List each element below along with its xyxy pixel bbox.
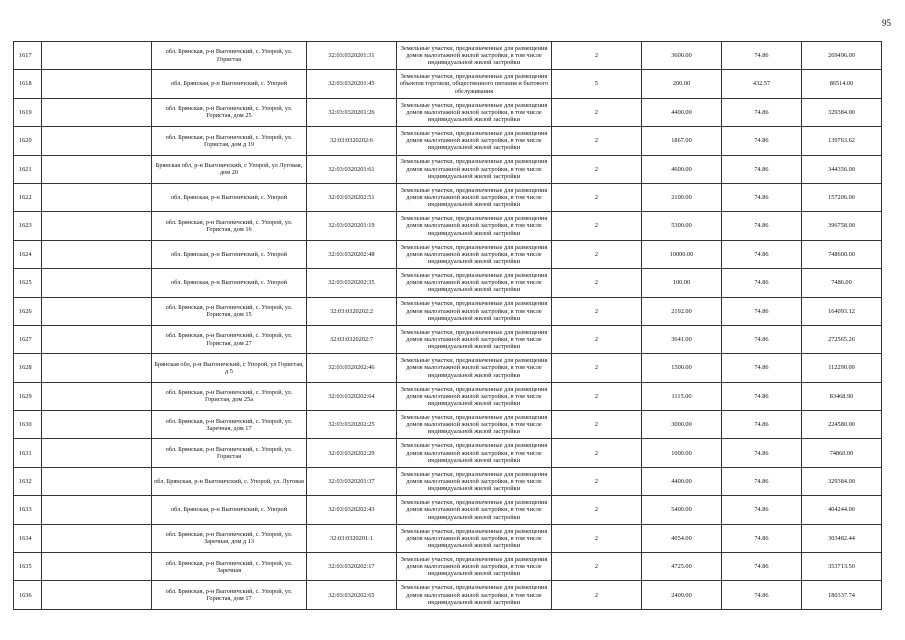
table-row	[14, 439, 882, 467]
table-row	[14, 524, 882, 552]
land-use-cell: Земельные участки, предназначенные для размещения домов малоэтажной жилой застройки, в том числе индивидуальной жилой застройки	[397, 212, 552, 240]
table-row	[14, 127, 882, 155]
row-number-cell: 1629	[14, 382, 42, 410]
address-cell: обл. Брянская, р-н Выгоничский, с. Упорой, ул. Гористая, дом д 19	[152, 127, 307, 155]
specific-value-cell: 74.86	[722, 98, 802, 126]
address-cell: обл. Брянская, р-н Выгоничский, с. Упорой, ул. Гористая	[152, 42, 307, 70]
area-cell: 3000.00	[642, 411, 722, 439]
empty-cell	[42, 439, 152, 467]
land-use-cell: Земельные участки, предназначенные для размещения домов малоэтажной жилой застройки, в том числе индивидуальной жилой застройки	[397, 467, 552, 495]
cadastral-number-cell: 32:03:0320201:19	[307, 212, 397, 240]
address-cell: обл. Брянская, р-н Выгоничский, с. Упорой, ул. Гористая, дом 25а	[152, 382, 307, 410]
row-number-cell: 1617	[14, 42, 42, 70]
specific-value-cell: 74.86	[722, 467, 802, 495]
group-code-cell: 2	[552, 42, 642, 70]
table-row	[14, 382, 882, 410]
cadastral-number-cell: 32:03:0320202:35	[307, 269, 397, 297]
address-cell: обл. Брянская, р-н Выгоничский, с. Упорой, ул. Гористая	[152, 439, 307, 467]
cadastral-value-cell: 329384.00	[802, 98, 882, 126]
group-code-cell: 2	[552, 581, 642, 609]
cadastral-value-cell: 86514.00	[802, 70, 882, 98]
land-use-cell: Земельные участки, предназначенные для размещения домов малоэтажной жилой застройки, в том числе индивидуальной жилой застройки	[397, 297, 552, 325]
land-use-cell: Земельные участки, предназначенные для размещения домов малоэтажной жилой застройки, в том числе индивидуальной жилой застройки	[397, 354, 552, 382]
specific-value-cell: 74.86	[722, 212, 802, 240]
group-code-cell: 2	[552, 439, 642, 467]
table-row	[14, 411, 882, 439]
page-number: 95	[882, 18, 891, 28]
cadastral-value-cell: 157206.00	[802, 183, 882, 211]
land-use-cell: Земельные участки, предназначенные для размещения домов малоэтажной жилой застройки, в том числе индивидуальной жилой застройки	[397, 439, 552, 467]
table-body	[14, 42, 882, 610]
cadastral-number-cell: 32:03:0320202:7	[307, 325, 397, 353]
cadastral-number-cell: 32:03:0320202:46	[307, 354, 397, 382]
cadastral-number-cell: 32:03:0320201:45	[307, 70, 397, 98]
address-cell: обл. Брянская, р-н Выгоничский, с. Упорой, ул. Заречная, дом д 13	[152, 524, 307, 552]
specific-value-cell: 74.86	[722, 439, 802, 467]
specific-value-cell: 74.86	[722, 354, 802, 382]
table-row	[14, 553, 882, 581]
specific-value-cell: 74.86	[722, 411, 802, 439]
cadastral-value-cell: 404244.00	[802, 496, 882, 524]
cadastral-number-cell: 32:03:0320202:51	[307, 183, 397, 211]
land-use-cell: Земельные участки, предназначенные для размещения домов малоэтажной жилой застройки, в том числе индивидуальной жилой застройки	[397, 524, 552, 552]
land-use-cell: Земельные участки, предназначенные для размещения домов малоэтажной жилой застройки, в том числе индивидуальной жилой застройки	[397, 183, 552, 211]
address-cell: обл. Брянская, р-н Выгоничский, с. Упорой	[152, 240, 307, 268]
area-cell: 3641.00	[642, 325, 722, 353]
cadastral-value-cell: 396758.00	[802, 212, 882, 240]
row-number-cell: 1623	[14, 212, 42, 240]
address-cell: обл. Брянская, р-н Выгоничский, с. Упорой, ул. Гористая, дом 17	[152, 581, 307, 609]
area-cell: 2192.00	[642, 297, 722, 325]
area-cell: 2409.00	[642, 581, 722, 609]
cadastral-value-cell: 224580.00	[802, 411, 882, 439]
cadastral-number-cell: 32:03:0320202:43	[307, 496, 397, 524]
specific-value-cell: 74.86	[722, 496, 802, 524]
cadastral-value-cell: 83468.90	[802, 382, 882, 410]
cadastral-number-cell: 32:03:0320202:48	[307, 240, 397, 268]
empty-cell	[42, 581, 152, 609]
land-use-cell: Земельные участки, предназначенные для размещения домов малоэтажной жилой застройки, в том числе индивидуальной жилой застройки	[397, 496, 552, 524]
specific-value-cell: 74.86	[722, 581, 802, 609]
cadastral-number-cell: 32:03:0320201:37	[307, 467, 397, 495]
row-number-cell: 1621	[14, 155, 42, 183]
row-number-cell: 1619	[14, 98, 42, 126]
row-number-cell: 1624	[14, 240, 42, 268]
group-code-cell: 2	[552, 212, 642, 240]
empty-cell	[42, 553, 152, 581]
row-number-cell: 1633	[14, 496, 42, 524]
row-number-cell: 1618	[14, 70, 42, 98]
group-code-cell: 2	[552, 496, 642, 524]
land-use-cell: Земельные участки, предназначенные для размещения домов малоэтажной жилой застройки, в том числе индивидуальной жилой застройки	[397, 325, 552, 353]
group-code-cell: 2	[552, 467, 642, 495]
area-cell: 4400.00	[642, 98, 722, 126]
row-number-cell: 1631	[14, 439, 42, 467]
address-cell: обл. Брянская, р-н Выгоничский, с. Упорой	[152, 183, 307, 211]
address-cell: обл. Брянская, р-н Выгоничский, с. Упорой, ул. Заречная	[152, 553, 307, 581]
land-use-cell: Земельные участки, предназначенные для размещения домов малоэтажной жилой застройки, в том числе индивидуальной жилой застройки	[397, 98, 552, 126]
cadastral-value-cell: 180337.74	[802, 581, 882, 609]
land-use-cell: Земельные участки, предназначенные для размещения объектов торговли, общественного питания и бытового обслуживания	[397, 70, 552, 98]
empty-cell	[42, 127, 152, 155]
cadastral-number-cell: 32:03:0320202:25	[307, 411, 397, 439]
table-row	[14, 354, 882, 382]
empty-cell	[42, 42, 152, 70]
land-use-cell: Земельные участки, предназначенные для размещения домов малоэтажной жилой застройки, в том числе индивидуальной жилой застройки	[397, 155, 552, 183]
cadastral-value-cell: 74860.00	[802, 439, 882, 467]
cadastral-number-cell: 32:03:0320202:6	[307, 127, 397, 155]
group-code-cell: 2	[552, 155, 642, 183]
table-row	[14, 212, 882, 240]
specific-value-cell: 74.86	[722, 325, 802, 353]
empty-cell	[42, 325, 152, 353]
cadastral-value-cell: 303482.44	[802, 524, 882, 552]
address-cell: обл. Брянская, р-н Выгоничский, с. Упорой, ул. Гористая, дом 16	[152, 212, 307, 240]
table-row	[14, 297, 882, 325]
cadastral-value-table	[13, 41, 882, 610]
row-number-cell: 1626	[14, 297, 42, 325]
cadastral-value-cell: 344356.00	[802, 155, 882, 183]
area-cell: 4054.00	[642, 524, 722, 552]
land-use-cell: Земельные участки, предназначенные для размещения домов малоэтажной жилой застройки, в том числе индивидуальной жилой застройки	[397, 382, 552, 410]
address-cell: обл. Брянская, р-н Выгоничский, с. Упорой	[152, 496, 307, 524]
group-code-cell: 2	[552, 325, 642, 353]
empty-cell	[42, 354, 152, 382]
group-code-cell: 2	[552, 524, 642, 552]
area-cell: 100.00	[642, 269, 722, 297]
cadastral-value-cell: 7486.00	[802, 269, 882, 297]
cadastral-value-cell: 329384.00	[802, 467, 882, 495]
row-number-cell: 1625	[14, 269, 42, 297]
row-number-cell: 1632	[14, 467, 42, 495]
specific-value-cell: 74.86	[722, 183, 802, 211]
table-row	[14, 42, 882, 70]
empty-cell	[42, 212, 152, 240]
table-row	[14, 70, 882, 98]
empty-cell	[42, 269, 152, 297]
specific-value-cell: 74.86	[722, 553, 802, 581]
cadastral-number-cell: 32:03:0320202:17	[307, 553, 397, 581]
land-use-cell: Земельные участки, предназначенные для размещения домов малоэтажной жилой застройки, в том числе индивидуальной жилой застройки	[397, 42, 552, 70]
table-row	[14, 325, 882, 353]
cadastral-value-cell: 748600.00	[802, 240, 882, 268]
cadastral-number-cell: 32:03:0320202:65	[307, 581, 397, 609]
area-cell: 1500.00	[642, 354, 722, 382]
area-cell: 1867.00	[642, 127, 722, 155]
cadastral-value-cell: 353713.50	[802, 553, 882, 581]
cadastral-value-cell: 112290.00	[802, 354, 882, 382]
specific-value-cell: 74.86	[722, 155, 802, 183]
table-row	[14, 183, 882, 211]
empty-cell	[42, 297, 152, 325]
table-row	[14, 467, 882, 495]
empty-cell	[42, 382, 152, 410]
address-cell: обл. Брянская, р-н Выгоничский, с. Упорой	[152, 70, 307, 98]
address-cell: обл. Брянская, р-н Выгоничский, с. Упорой, ул. Заречная, дом 17	[152, 411, 307, 439]
row-number-cell: 1634	[14, 524, 42, 552]
group-code-cell: 5	[552, 70, 642, 98]
row-number-cell: 1622	[14, 183, 42, 211]
empty-cell	[42, 496, 152, 524]
specific-value-cell: 74.86	[722, 42, 802, 70]
table-row	[14, 269, 882, 297]
table-row	[14, 240, 882, 268]
group-code-cell: 2	[552, 553, 642, 581]
empty-cell	[42, 70, 152, 98]
group-code-cell: 2	[552, 127, 642, 155]
table-row	[14, 581, 882, 609]
group-code-cell: 2	[552, 269, 642, 297]
area-cell: 5400.00	[642, 496, 722, 524]
land-use-cell: Земельные участки, предназначенные для размещения домов малоэтажной жилой застройки, в том числе индивидуальной жилой застройки	[397, 411, 552, 439]
table-row	[14, 98, 882, 126]
row-number-cell: 1630	[14, 411, 42, 439]
address-cell: обл. Брянская, р-н Выгоничский, с. Упорой	[152, 269, 307, 297]
land-use-cell: Земельные участки, предназначенные для размещения домов малоэтажной жилой застройки, в том числе индивидуальной жилой застройки	[397, 127, 552, 155]
address-cell: обл. Брянская, р-н Выгоничский, с. Упорой, ул. Луговая	[152, 467, 307, 495]
area-cell: 4725.00	[642, 553, 722, 581]
land-use-cell: Земельные участки, предназначенные для размещения домов малоэтажной жилой застройки, в том числе индивидуальной жилой застройки	[397, 553, 552, 581]
area-cell: 1115.00	[642, 382, 722, 410]
empty-cell	[42, 183, 152, 211]
row-number-cell: 1636	[14, 581, 42, 609]
specific-value-cell: 74.86	[722, 297, 802, 325]
empty-cell	[42, 98, 152, 126]
area-cell: 3600.00	[642, 42, 722, 70]
land-use-cell: Земельные участки, предназначенные для размещения домов малоэтажной жилой застройки, в том числе индивидуальной жилой застройки	[397, 581, 552, 609]
group-code-cell: 2	[552, 354, 642, 382]
row-number-cell: 1620	[14, 127, 42, 155]
area-cell: 200.00	[642, 70, 722, 98]
empty-cell	[42, 524, 152, 552]
empty-cell	[42, 155, 152, 183]
specific-value-cell: 432.57	[722, 70, 802, 98]
group-code-cell: 2	[552, 240, 642, 268]
area-cell: 4600.00	[642, 155, 722, 183]
land-use-cell: Земельные участки, предназначенные для размещения домов малоэтажной жилой застройки, в том числе индивидуальной жилой застройки	[397, 269, 552, 297]
address-cell: Брянская обл, р-н Выгоничский, с Упорой, ул Луговая, дом 20	[152, 155, 307, 183]
row-number-cell: 1627	[14, 325, 42, 353]
row-number-cell: 1628	[14, 354, 42, 382]
address-cell: Брянская обл, р-н Выгоничский, с Упорой, ул Гористая, д 5	[152, 354, 307, 382]
address-cell: обл. Брянская, р-н Выгоничский, с. Упорой, ул. Гористая, дом 25	[152, 98, 307, 126]
specific-value-cell: 74.86	[722, 127, 802, 155]
group-code-cell: 2	[552, 411, 642, 439]
address-cell: обл. Брянская, р-н Выгоничский, с. Упорой, ул. Гористая, дом 27	[152, 325, 307, 353]
area-cell: 2100.00	[642, 183, 722, 211]
cadastral-value-cell: 269496.00	[802, 42, 882, 70]
cadastral-number-cell: 32:03:0320201:26	[307, 98, 397, 126]
cadastral-number-cell: 32:03:0320202:2	[307, 297, 397, 325]
specific-value-cell: 74.86	[722, 269, 802, 297]
specific-value-cell: 74.86	[722, 524, 802, 552]
group-code-cell: 2	[552, 297, 642, 325]
group-code-cell: 2	[552, 98, 642, 126]
cadastral-value-cell: 139763.62	[802, 127, 882, 155]
group-code-cell: 2	[552, 382, 642, 410]
empty-cell	[42, 467, 152, 495]
cadastral-value-cell: 272565.26	[802, 325, 882, 353]
cadastral-number-cell: 32:03:0320201:1	[307, 524, 397, 552]
table-row	[14, 496, 882, 524]
specific-value-cell: 74.86	[722, 382, 802, 410]
cadastral-value-cell: 164093.12	[802, 297, 882, 325]
specific-value-cell: 74.86	[722, 240, 802, 268]
group-code-cell: 2	[552, 183, 642, 211]
land-use-cell: Земельные участки, предназначенные для размещения домов малоэтажной жилой застройки, в том числе индивидуальной жилой застройки	[397, 240, 552, 268]
empty-cell	[42, 411, 152, 439]
row-number-cell: 1635	[14, 553, 42, 581]
table-row	[14, 155, 882, 183]
cadastral-number-cell: 32:03:0320201:61	[307, 155, 397, 183]
area-cell: 1000.00	[642, 439, 722, 467]
cadastral-number-cell: 32:03:0320202:29	[307, 439, 397, 467]
cadastral-number-cell: 32:03:0320202:64	[307, 382, 397, 410]
area-cell: 10000.00	[642, 240, 722, 268]
area-cell: 4400.00	[642, 467, 722, 495]
empty-cell	[42, 240, 152, 268]
address-cell: обл. Брянская, р-н Выгоничский, с. Упорой, ул. Гористая, дом 15	[152, 297, 307, 325]
area-cell: 5300.00	[642, 212, 722, 240]
cadastral-number-cell: 32:03:0320201:31	[307, 42, 397, 70]
